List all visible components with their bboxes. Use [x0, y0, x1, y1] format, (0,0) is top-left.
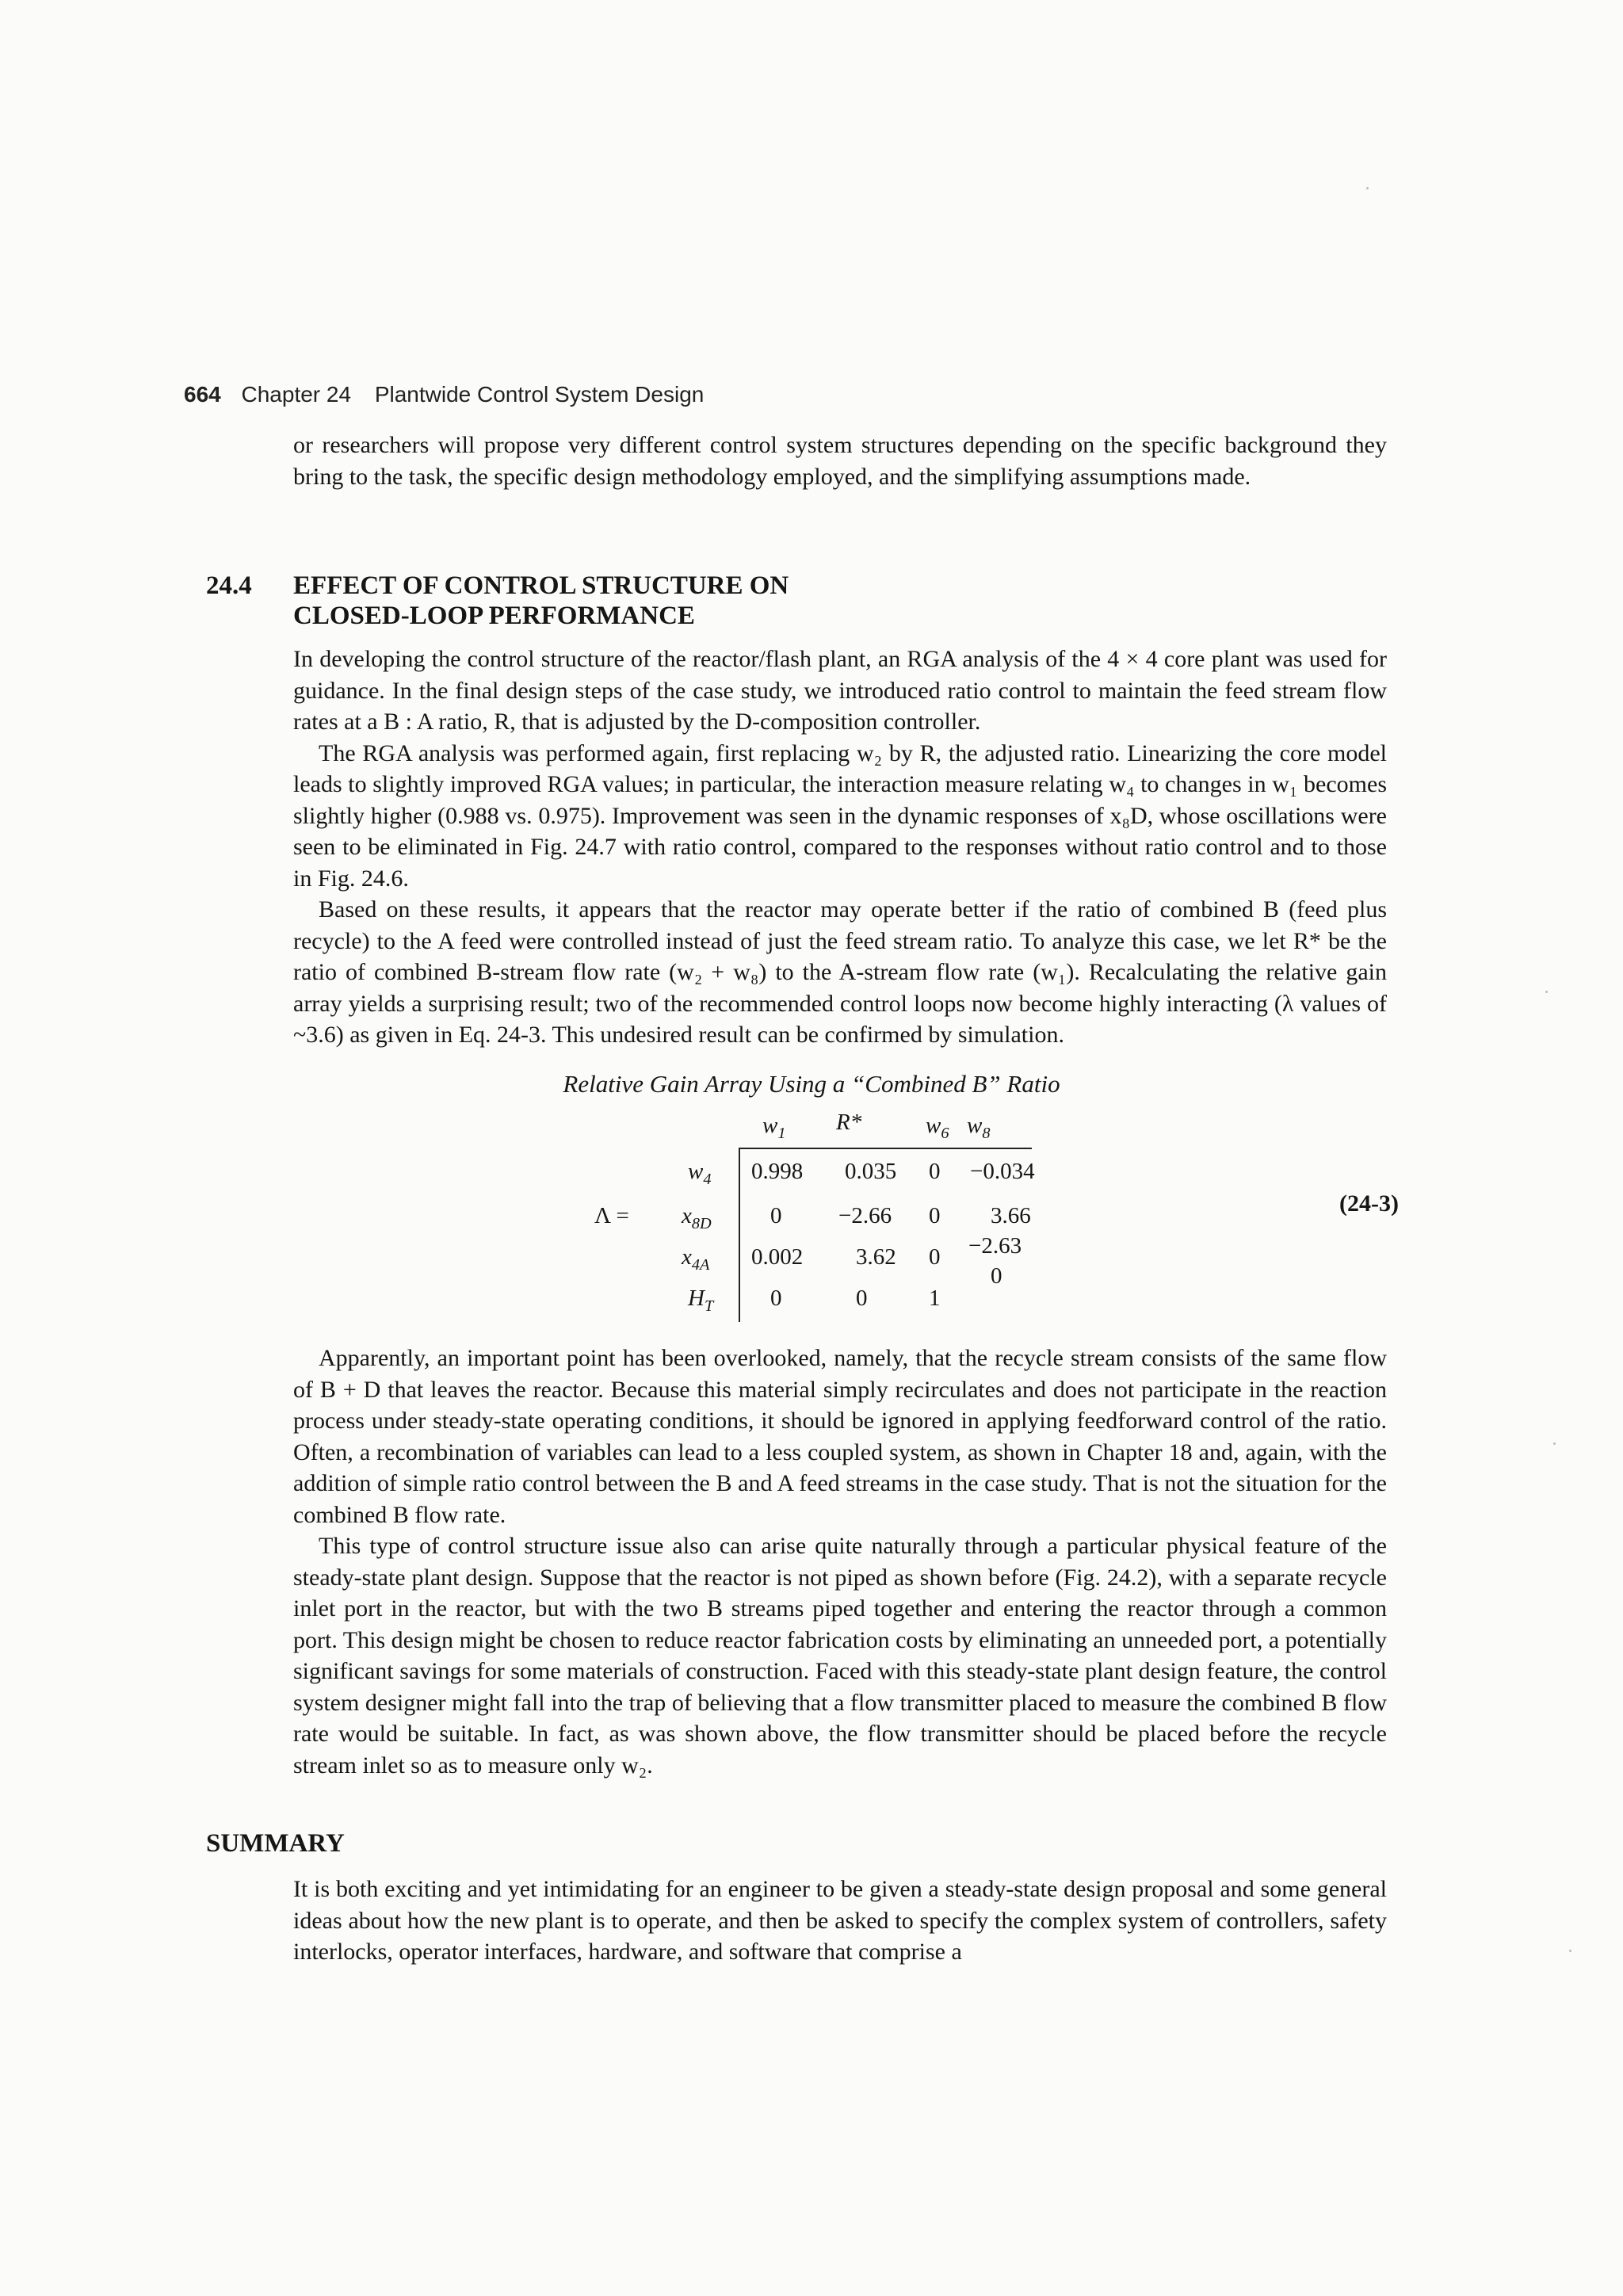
discussion-text: [293, 1343, 1387, 1781]
matrix-cell: 0.035: [845, 1159, 897, 1184]
matrix-cell: 0: [770, 1203, 782, 1228]
rga-matrix: [586, 1110, 1078, 1316]
intro-text: [293, 430, 1387, 492]
matrix-top-rule: [739, 1148, 1032, 1149]
section-number: 24.4: [206, 571, 252, 600]
col-header: R*: [836, 1110, 862, 1135]
running-header: [184, 382, 704, 407]
scan-speck: [1366, 187, 1369, 189]
section-heading: [206, 571, 789, 631]
matrix-cell: 0: [929, 1203, 941, 1228]
matrix-cell: 0: [991, 1263, 1002, 1289]
row-header: $x_{8D}$: [682, 1203, 712, 1232]
paragraph: Apparently, an important point has been overlooked, namely, that the recycle stream consists of the same flow of B + D that leaves the reactor. Because this material simply recirculates and does not participate in the reaction process under steady-state operating conditions, it should be ignored in applying feedforward control of the ratio. Often, a recombination of variables can lead to a less coupled system, as shown in Chapter 18 and, again, with the addition of simple ratio control between the B and A feed streams in the case study. That is not the situation for the combined B flow rate.: [293, 1345, 1387, 1528]
paragraph: Based on these results, it appears that the reactor may operate better if the ratio of combined B (feed plus recycle) to the A feed were controlled instead of just the feed stream ratio. To analyze this case, we let R* be the ratio of combined B-stream flow rate (w₂ + w₈) to the A-stream flow rate (w₁). Recalculating the relative gain array yields a surprising result; two of the recommended control loops now become highly interacting (λ values of ~3.6) as given in Eq. 24-3. This undesired result can be confirmed by simulation.: [293, 896, 1387, 1048]
lambda-symbol: Λ =: [594, 1203, 629, 1228]
matrix-cell: −2.63: [968, 1233, 1022, 1259]
summary-paragraph: It is both exciting and yet intimidating for an engineer to be given a steady-state design proposal and some general ideas about how the new plant is to operate, and then be asked to specify the complex system of controllers, safety interlocks, operator interfaces, hardware, and software that comprise a: [293, 1876, 1387, 1965]
row-header: $H_T$: [688, 1286, 714, 1315]
row-header: $x_{4A}$: [682, 1244, 710, 1274]
col-header: $w_8$: [967, 1113, 991, 1142]
matrix-cell: 3.62: [856, 1244, 896, 1270]
matrix-left-rule: [739, 1148, 740, 1322]
matrix-cell: −2.66: [838, 1203, 892, 1228]
chapter-label: Chapter 24: [241, 382, 352, 407]
matrix-cell: −0.034: [970, 1159, 1035, 1184]
col-header: $w_1$: [762, 1113, 786, 1142]
rga-caption: Relative Gain Array Using a “Combined B” Ratio: [563, 1070, 1060, 1098]
section-title-line1: EFFECT OF CONTROL STRUCTURE ON: [293, 571, 789, 600]
section-body: [293, 644, 1387, 1051]
matrix-cell: 0.998: [751, 1159, 804, 1184]
matrix-cell: 0: [856, 1286, 868, 1311]
matrix-cell: 3.66: [991, 1203, 1031, 1228]
paragraph: This type of control structure issue also can arise quite naturally through a particular physical feature of the steady-state plant design. Suppose that the reactor is not piped as shown before (Fig. 24.2), with a separate recycle inlet port in the reactor, but with the two B streams piped together and entering the reactor through a common port. This design might be chosen to reduce reactor fabrication costs by eliminating an unneeded port, a potentially significant savings for some materials of construction. Faced with this steady-state plant design feature, the control system designer might fall into the trap of believing that a flow transmitter placed to measure the combined B flow rate would be suitable. In fact, as was shown above, the flow transmitter should be placed before the recycle stream inlet so as to measure only w₂.: [293, 1533, 1387, 1778]
matrix-cell: 0: [929, 1159, 941, 1184]
matrix-cell: 0: [929, 1244, 941, 1270]
row-header: $w_4$: [688, 1159, 712, 1188]
equation-number: (24-3): [1339, 1190, 1399, 1217]
intro-paragraph: or researchers will propose very different control system structures depending on the specific background they bring to the task, the specific design methodology employed, and the simplifying assumptions made.: [293, 432, 1387, 490]
matrix-cell: 0.002: [751, 1244, 804, 1270]
scan-speck: [1553, 1442, 1556, 1445]
scan-speck: [1569, 1950, 1571, 1952]
summary-heading: SUMMARY: [206, 1829, 345, 1858]
col-header: $w_6$: [926, 1113, 949, 1142]
matrix-cell: 1: [929, 1286, 941, 1311]
page-number: 664: [184, 382, 221, 407]
paragraph: In developing the control structure of the reactor/flash plant, an RGA analysis of the 4 × 4 core plant was used for guidance. In the final design steps of the case study, we introduced ratio control to maintain the feed stream flow rates at a B : A ratio, R, that is adjusted by the D-composition controller.: [293, 646, 1387, 735]
summary-text: [293, 1874, 1387, 1968]
paragraph: The RGA analysis was performed again, first replacing w₂ by R, the adjusted ratio. Linearizing the core model leads to slightly improved RGA values; in particular, the interaction measure relating w₄ to changes in w₁ becomes slightly higher (0.988 vs. 0.975). Improvement was seen in the dynamic responses of x₈D, whose oscillations were seen to be eliminated in Fig. 24.7 with ratio control, compared to the responses without ratio control and to those in Fig. 24.6.: [293, 739, 1387, 892]
scan-speck: [1545, 991, 1548, 993]
matrix-cell: 0: [770, 1286, 782, 1311]
section-title-line2: CLOSED-LOOP PERFORMANCE: [293, 602, 695, 630]
chapter-title: Plantwide Control System Design: [374, 382, 705, 407]
